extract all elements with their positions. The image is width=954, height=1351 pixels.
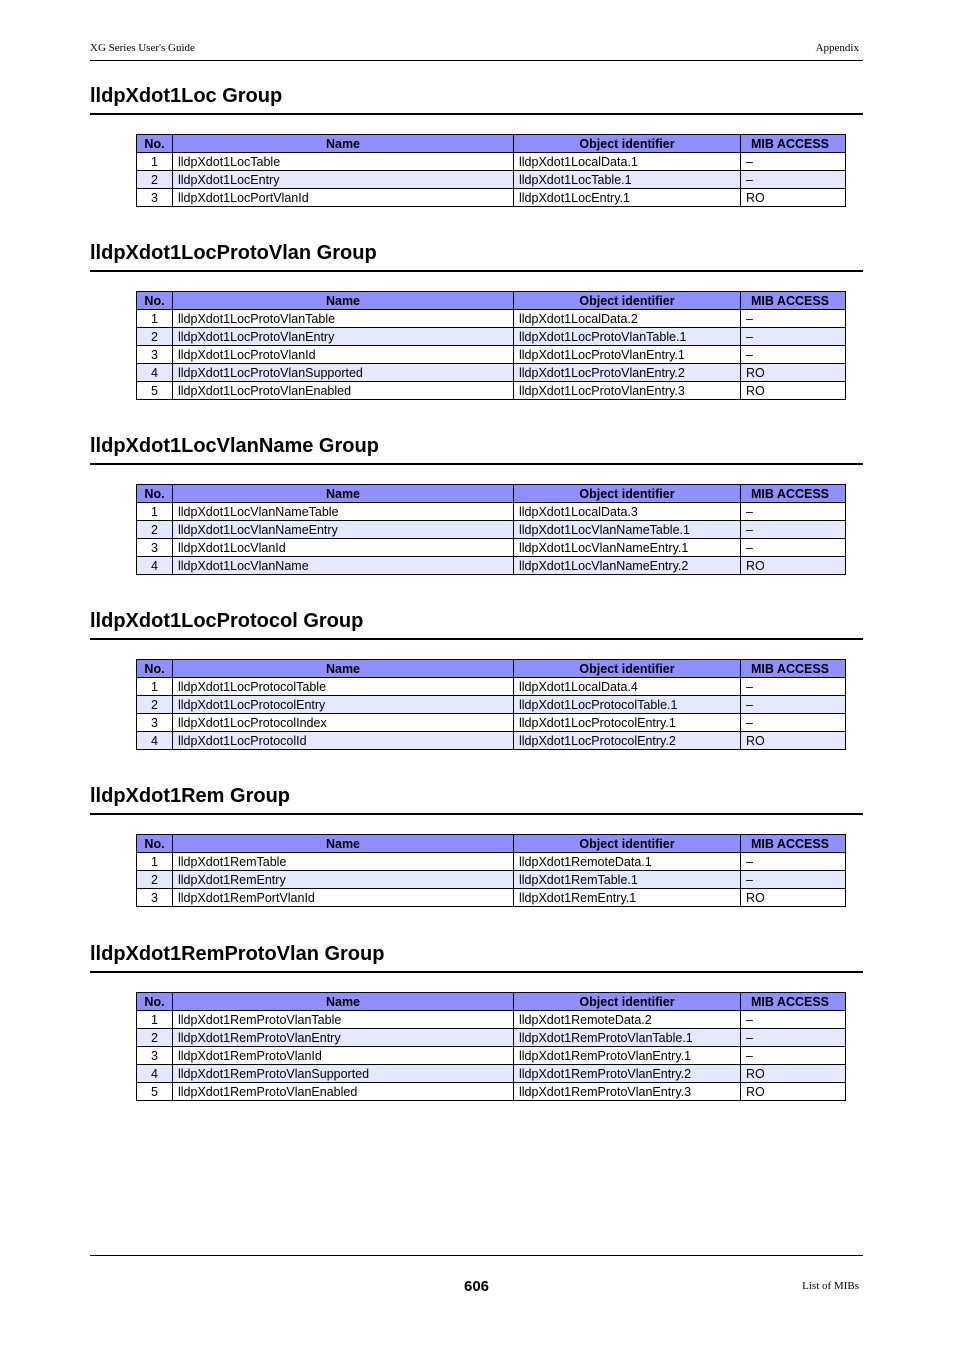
table-header-row (137, 660, 846, 678)
cell-name: lldpXdot1RemProtoVlanEnabled (173, 1083, 514, 1101)
cell-object-identifier: lldpXdot1LocalData.2 (514, 310, 741, 328)
mib-table (136, 834, 846, 907)
table-row (137, 678, 846, 696)
cell-mib-access: – (741, 328, 846, 346)
mib-group-section (90, 783, 863, 907)
cell-mib-access: – (741, 503, 846, 521)
cell-object-identifier: lldpXdot1LocEntry.1 (514, 189, 741, 207)
mib-table (136, 992, 846, 1101)
cell-mib-access: – (741, 871, 846, 889)
group-heading: lldpXdot1LocVlanName Group (90, 433, 863, 465)
cell-object-identifier: lldpXdot1RemProtoVlanTable.1 (514, 1029, 741, 1047)
column-header-mib-access: MIB ACCESS (741, 835, 846, 853)
cell-no: 2 (137, 871, 173, 889)
cell-name: lldpXdot1LocProtoVlanSupported (173, 364, 514, 382)
column-header-name: Name (173, 292, 514, 310)
cell-object-identifier: lldpXdot1LocVlanNameTable.1 (514, 521, 741, 539)
cell-name: lldpXdot1LocVlanName (173, 557, 514, 575)
cell-name: lldpXdot1LocVlanId (173, 539, 514, 557)
column-header-no: No. (137, 292, 173, 310)
cell-mib-access: RO (741, 557, 846, 575)
cell-name: lldpXdot1RemProtoVlanSupported (173, 1065, 514, 1083)
table-header-row (137, 485, 846, 503)
cell-object-identifier: lldpXdot1LocVlanNameEntry.1 (514, 539, 741, 557)
cell-mib-access: RO (741, 364, 846, 382)
cell-object-identifier: lldpXdot1LocProtoVlanEntry.2 (514, 364, 741, 382)
footer-section-name: List of MIBs (802, 1280, 859, 1292)
column-header-mib-access: MIB ACCESS (741, 485, 846, 503)
cell-no: 4 (137, 364, 173, 382)
table-row (137, 503, 846, 521)
table-row (137, 171, 846, 189)
table-row (137, 1011, 846, 1029)
cell-mib-access: – (741, 1047, 846, 1065)
mib-group-section (90, 83, 863, 207)
cell-object-identifier: lldpXdot1LocProtoVlanEntry.3 (514, 382, 741, 400)
table-row (137, 871, 846, 889)
mib-group-section (90, 433, 863, 575)
cell-no: 4 (137, 1065, 173, 1083)
table-row (137, 521, 846, 539)
table-row (137, 889, 846, 907)
cell-mib-access: – (741, 696, 846, 714)
cell-name: lldpXdot1LocProtoVlanEntry (173, 328, 514, 346)
mib-table (136, 134, 846, 207)
mib-group-section (90, 941, 863, 1101)
cell-no: 2 (137, 696, 173, 714)
column-header-name: Name (173, 135, 514, 153)
table-row (137, 732, 846, 750)
cell-mib-access: – (741, 171, 846, 189)
cell-no: 3 (137, 889, 173, 907)
cell-mib-access: – (741, 153, 846, 171)
cell-name: lldpXdot1LocVlanNameEntry (173, 521, 514, 539)
cell-name: lldpXdot1RemPortVlanId (173, 889, 514, 907)
table-row (137, 189, 846, 207)
cell-object-identifier: lldpXdot1LocProtocolEntry.1 (514, 714, 741, 732)
mib-group-section (90, 240, 863, 400)
column-header-no: No. (137, 485, 173, 503)
table-row (137, 557, 846, 575)
table-header-row (137, 292, 846, 310)
cell-mib-access: – (741, 1011, 846, 1029)
column-header-object-identifier: Object identifier (514, 135, 741, 153)
column-header-name: Name (173, 485, 514, 503)
table-header-row (137, 135, 846, 153)
mib-table (136, 484, 846, 575)
cell-object-identifier: lldpXdot1RemProtoVlanEntry.3 (514, 1083, 741, 1101)
cell-mib-access: RO (741, 1083, 846, 1101)
cell-object-identifier: lldpXdot1RemoteData.2 (514, 1011, 741, 1029)
column-header-object-identifier: Object identifier (514, 660, 741, 678)
table-row (137, 696, 846, 714)
cell-name: lldpXdot1LocProtocolEntry (173, 696, 514, 714)
cell-object-identifier: lldpXdot1LocProtocolTable.1 (514, 696, 741, 714)
cell-object-identifier: lldpXdot1RemEntry.1 (514, 889, 741, 907)
column-header-mib-access: MIB ACCESS (741, 660, 846, 678)
table-row (137, 539, 846, 557)
table-row (137, 1029, 846, 1047)
group-heading: lldpXdot1Rem Group (90, 783, 863, 815)
table-header-row (137, 993, 846, 1011)
cell-name: lldpXdot1LocProtoVlanTable (173, 310, 514, 328)
cell-name: lldpXdot1LocPortVlanId (173, 189, 514, 207)
group-heading: lldpXdot1Loc Group (90, 83, 863, 115)
cell-no: 1 (137, 503, 173, 521)
cell-no: 3 (137, 346, 173, 364)
column-header-name: Name (173, 835, 514, 853)
cell-name: lldpXdot1LocProtocolIndex (173, 714, 514, 732)
cell-mib-access: – (741, 539, 846, 557)
column-header-no: No. (137, 660, 173, 678)
page-header (90, 42, 863, 61)
table-row (137, 346, 846, 364)
cell-mib-access: – (741, 310, 846, 328)
table-row (137, 714, 846, 732)
cell-name: lldpXdot1LocProtoVlanEnabled (173, 382, 514, 400)
column-header-object-identifier: Object identifier (514, 292, 741, 310)
cell-mib-access: – (741, 346, 846, 364)
cell-object-identifier: lldpXdot1LocTable.1 (514, 171, 741, 189)
cell-no: 3 (137, 189, 173, 207)
cell-no: 1 (137, 853, 173, 871)
page-footer (90, 1255, 863, 1295)
column-header-mib-access: MIB ACCESS (741, 135, 846, 153)
cell-no: 1 (137, 1011, 173, 1029)
column-header-mib-access: MIB ACCESS (741, 292, 846, 310)
cell-no: 3 (137, 714, 173, 732)
group-heading: lldpXdot1RemProtoVlan Group (90, 941, 863, 973)
cell-name: lldpXdot1RemProtoVlanId (173, 1047, 514, 1065)
cell-mib-access: RO (741, 889, 846, 907)
cell-name: lldpXdot1LocTable (173, 153, 514, 171)
cell-mib-access: – (741, 1029, 846, 1047)
column-header-no: No. (137, 835, 173, 853)
table-row (137, 1047, 846, 1065)
document-title: XG Series User's Guide (90, 42, 195, 54)
column-header-name: Name (173, 993, 514, 1011)
cell-no: 3 (137, 1047, 173, 1065)
cell-no: 1 (137, 310, 173, 328)
cell-mib-access: – (741, 853, 846, 871)
page-number: 606 (463, 1278, 490, 1295)
cell-name: lldpXdot1LocVlanNameTable (173, 503, 514, 521)
cell-mib-access: RO (741, 189, 846, 207)
cell-no: 5 (137, 1083, 173, 1101)
cell-no: 4 (137, 557, 173, 575)
cell-no: 1 (137, 678, 173, 696)
cell-object-identifier: lldpXdot1RemoteData.1 (514, 853, 741, 871)
cell-name: lldpXdot1LocProtocolId (173, 732, 514, 750)
cell-name: lldpXdot1LocProtocolTable (173, 678, 514, 696)
cell-no: 2 (137, 328, 173, 346)
column-header-object-identifier: Object identifier (514, 485, 741, 503)
cell-mib-access: RO (741, 732, 846, 750)
cell-no: 4 (137, 732, 173, 750)
table-row (137, 1065, 846, 1083)
table-row (137, 153, 846, 171)
column-header-no: No. (137, 993, 173, 1011)
cell-object-identifier: lldpXdot1RemProtoVlanEntry.2 (514, 1065, 741, 1083)
cell-object-identifier: lldpXdot1LocProtoVlanTable.1 (514, 328, 741, 346)
cell-no: 5 (137, 382, 173, 400)
cell-object-identifier: lldpXdot1LocalData.4 (514, 678, 741, 696)
cell-no: 1 (137, 153, 173, 171)
cell-name: lldpXdot1RemProtoVlanEntry (173, 1029, 514, 1047)
chapter-name: Appendix (815, 42, 859, 54)
table-row (137, 364, 846, 382)
table-row (137, 328, 846, 346)
column-header-no: No. (137, 135, 173, 153)
table-row (137, 310, 846, 328)
mib-group-section (90, 608, 863, 750)
column-header-object-identifier: Object identifier (514, 993, 741, 1011)
cell-mib-access: – (741, 678, 846, 696)
cell-object-identifier: lldpXdot1LocProtoVlanEntry.1 (514, 346, 741, 364)
table-header-row (137, 835, 846, 853)
table-row (137, 853, 846, 871)
cell-name: lldpXdot1RemEntry (173, 871, 514, 889)
mib-table (136, 659, 846, 750)
column-header-object-identifier: Object identifier (514, 835, 741, 853)
cell-object-identifier: lldpXdot1LocProtocolEntry.2 (514, 732, 741, 750)
cell-mib-access: RO (741, 1065, 846, 1083)
mib-table (136, 291, 846, 400)
cell-object-identifier: lldpXdot1RemProtoVlanEntry.1 (514, 1047, 741, 1065)
table-row (137, 1083, 846, 1101)
cell-mib-access: – (741, 714, 846, 732)
group-heading: lldpXdot1LocProtoVlan Group (90, 240, 863, 272)
cell-no: 2 (137, 521, 173, 539)
cell-mib-access: – (741, 521, 846, 539)
cell-object-identifier: lldpXdot1RemTable.1 (514, 871, 741, 889)
cell-object-identifier: lldpXdot1LocalData.1 (514, 153, 741, 171)
cell-no: 2 (137, 1029, 173, 1047)
cell-name: lldpXdot1RemProtoVlanTable (173, 1011, 514, 1029)
group-heading: lldpXdot1LocProtocol Group (90, 608, 863, 640)
column-header-name: Name (173, 660, 514, 678)
cell-name: lldpXdot1LocEntry (173, 171, 514, 189)
table-row (137, 382, 846, 400)
column-header-mib-access: MIB ACCESS (741, 993, 846, 1011)
cell-object-identifier: lldpXdot1LocalData.3 (514, 503, 741, 521)
cell-name: lldpXdot1LocProtoVlanId (173, 346, 514, 364)
cell-no: 3 (137, 539, 173, 557)
cell-mib-access: RO (741, 382, 846, 400)
cell-name: lldpXdot1RemTable (173, 853, 514, 871)
cell-object-identifier: lldpXdot1LocVlanNameEntry.2 (514, 557, 741, 575)
cell-no: 2 (137, 171, 173, 189)
